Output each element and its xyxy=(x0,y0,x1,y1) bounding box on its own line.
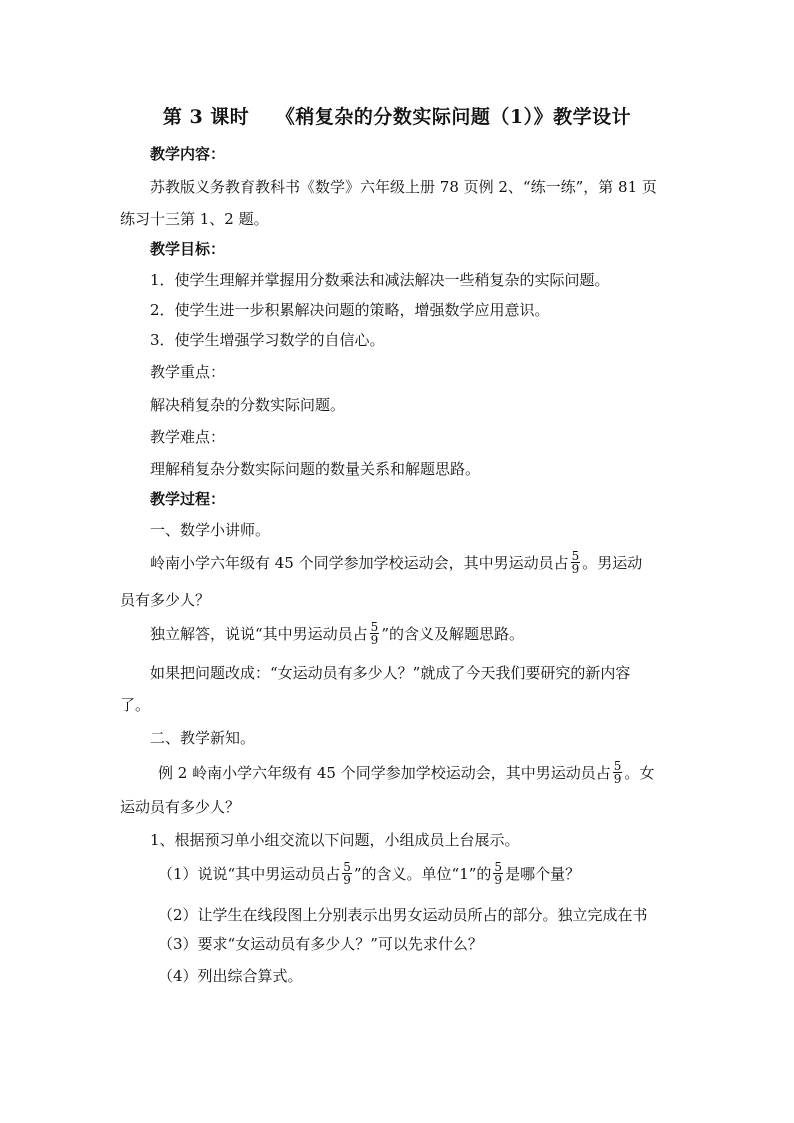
fraction-five-ninths xyxy=(342,861,352,886)
fraction-numerator: 5 xyxy=(343,859,351,874)
process-heading: 教学过程： xyxy=(150,490,226,508)
example-2-line-1 xyxy=(158,758,655,787)
fraction-five-ninths xyxy=(571,550,581,575)
question-1-text: （1）说说“其中男运动员占 xyxy=(158,865,341,883)
problem-1-text: 岭南小学六年级有 45 个同学参加学校运动会，其中男运动员占 xyxy=(150,554,569,572)
question-1 xyxy=(158,859,581,888)
fraction-numerator: 5 xyxy=(571,548,580,563)
content-heading: 教学内容： xyxy=(150,145,226,163)
key-text: 解决稍复杂的分数实际问题。 xyxy=(150,396,346,414)
fraction-numerator: 5 xyxy=(370,619,379,634)
problem-1-text-end: 。男运动 xyxy=(582,554,643,572)
independent-text-end: ”的含义及解题思路。 xyxy=(381,625,524,643)
fraction-denominator: 9 xyxy=(343,872,351,887)
example-2-line-2: 运动员有多少人？ xyxy=(120,798,241,816)
independent-line xyxy=(150,619,524,648)
content-line-2: 练习十三第 1、2 题。 xyxy=(120,210,269,228)
fraction-five-ninths xyxy=(370,621,380,646)
question-3: （3）要求“女运动员有多少人？”可以先求什么？ xyxy=(158,935,483,953)
goal-1: 1．使学生理解并掌握用分数乘法和减法解决一些稍复杂的实际问题。 xyxy=(150,271,610,289)
goals-heading: 教学目标： xyxy=(150,240,226,258)
fraction-denominator: 9 xyxy=(370,632,379,647)
fraction-five-ninths xyxy=(613,760,623,785)
fraction-numerator: 5 xyxy=(494,859,503,874)
fraction-numerator: 5 xyxy=(613,758,622,773)
question-1-text-middle: ”的含义。单位“1”的 xyxy=(353,865,492,883)
question-1-text-end: 是哪个量？ xyxy=(505,865,581,883)
problem-1-line-2: 员有多少人？ xyxy=(120,591,211,609)
change-line-1: 如果把问题改成：“女运动员有多少人？”就成了今天我们要研究的新内容 xyxy=(150,664,631,682)
example-2-text-end: 。女 xyxy=(624,764,655,782)
step-1: 1、根据预习单小组交流以下问题，小组成员上台展示。 xyxy=(150,831,520,849)
difficulty-heading: 教学难点： xyxy=(150,428,226,446)
page-title: 第 3 课时 《稍复杂的分数实际问题（1）》教学设计 xyxy=(162,106,632,128)
question-4: （4）列出综合算式。 xyxy=(158,967,303,985)
question-2: （2）让学生在线段图上分别表示出男女运动员所占的部分。独立完成在书 xyxy=(158,906,648,924)
fraction-five-ninths xyxy=(493,861,503,886)
independent-text: 独立解答，说说“其中男运动员占 xyxy=(150,625,368,643)
content-line-1: 苏教版义务教育教科书《数学》六年级上册 78 页例 2、“练一练”，第 81 页 xyxy=(150,178,657,196)
section-1-heading: 一、数学小讲师。 xyxy=(150,521,271,539)
key-heading: 教学重点： xyxy=(150,363,226,381)
section-2-heading: 二、教学新知。 xyxy=(150,729,256,747)
fraction-denominator: 9 xyxy=(571,561,580,576)
change-line-2: 了。 xyxy=(120,696,151,714)
fraction-denominator: 9 xyxy=(494,872,503,887)
problem-1-line-1 xyxy=(150,548,643,577)
difficulty-text: 理解稍复杂分数实际问题的数量关系和解题思路。 xyxy=(150,460,481,478)
goal-2: 2．使学生进一步积累解决问题的策略，增强数学应用意识。 xyxy=(150,301,550,319)
example-2-text: 例 2 岭南小学六年级有 45 个同学参加学校运动会，其中男运动员占 xyxy=(158,764,611,782)
fraction-denominator: 9 xyxy=(613,771,622,786)
goal-3: 3．使学生增强学习数学的自信心。 xyxy=(150,331,385,349)
